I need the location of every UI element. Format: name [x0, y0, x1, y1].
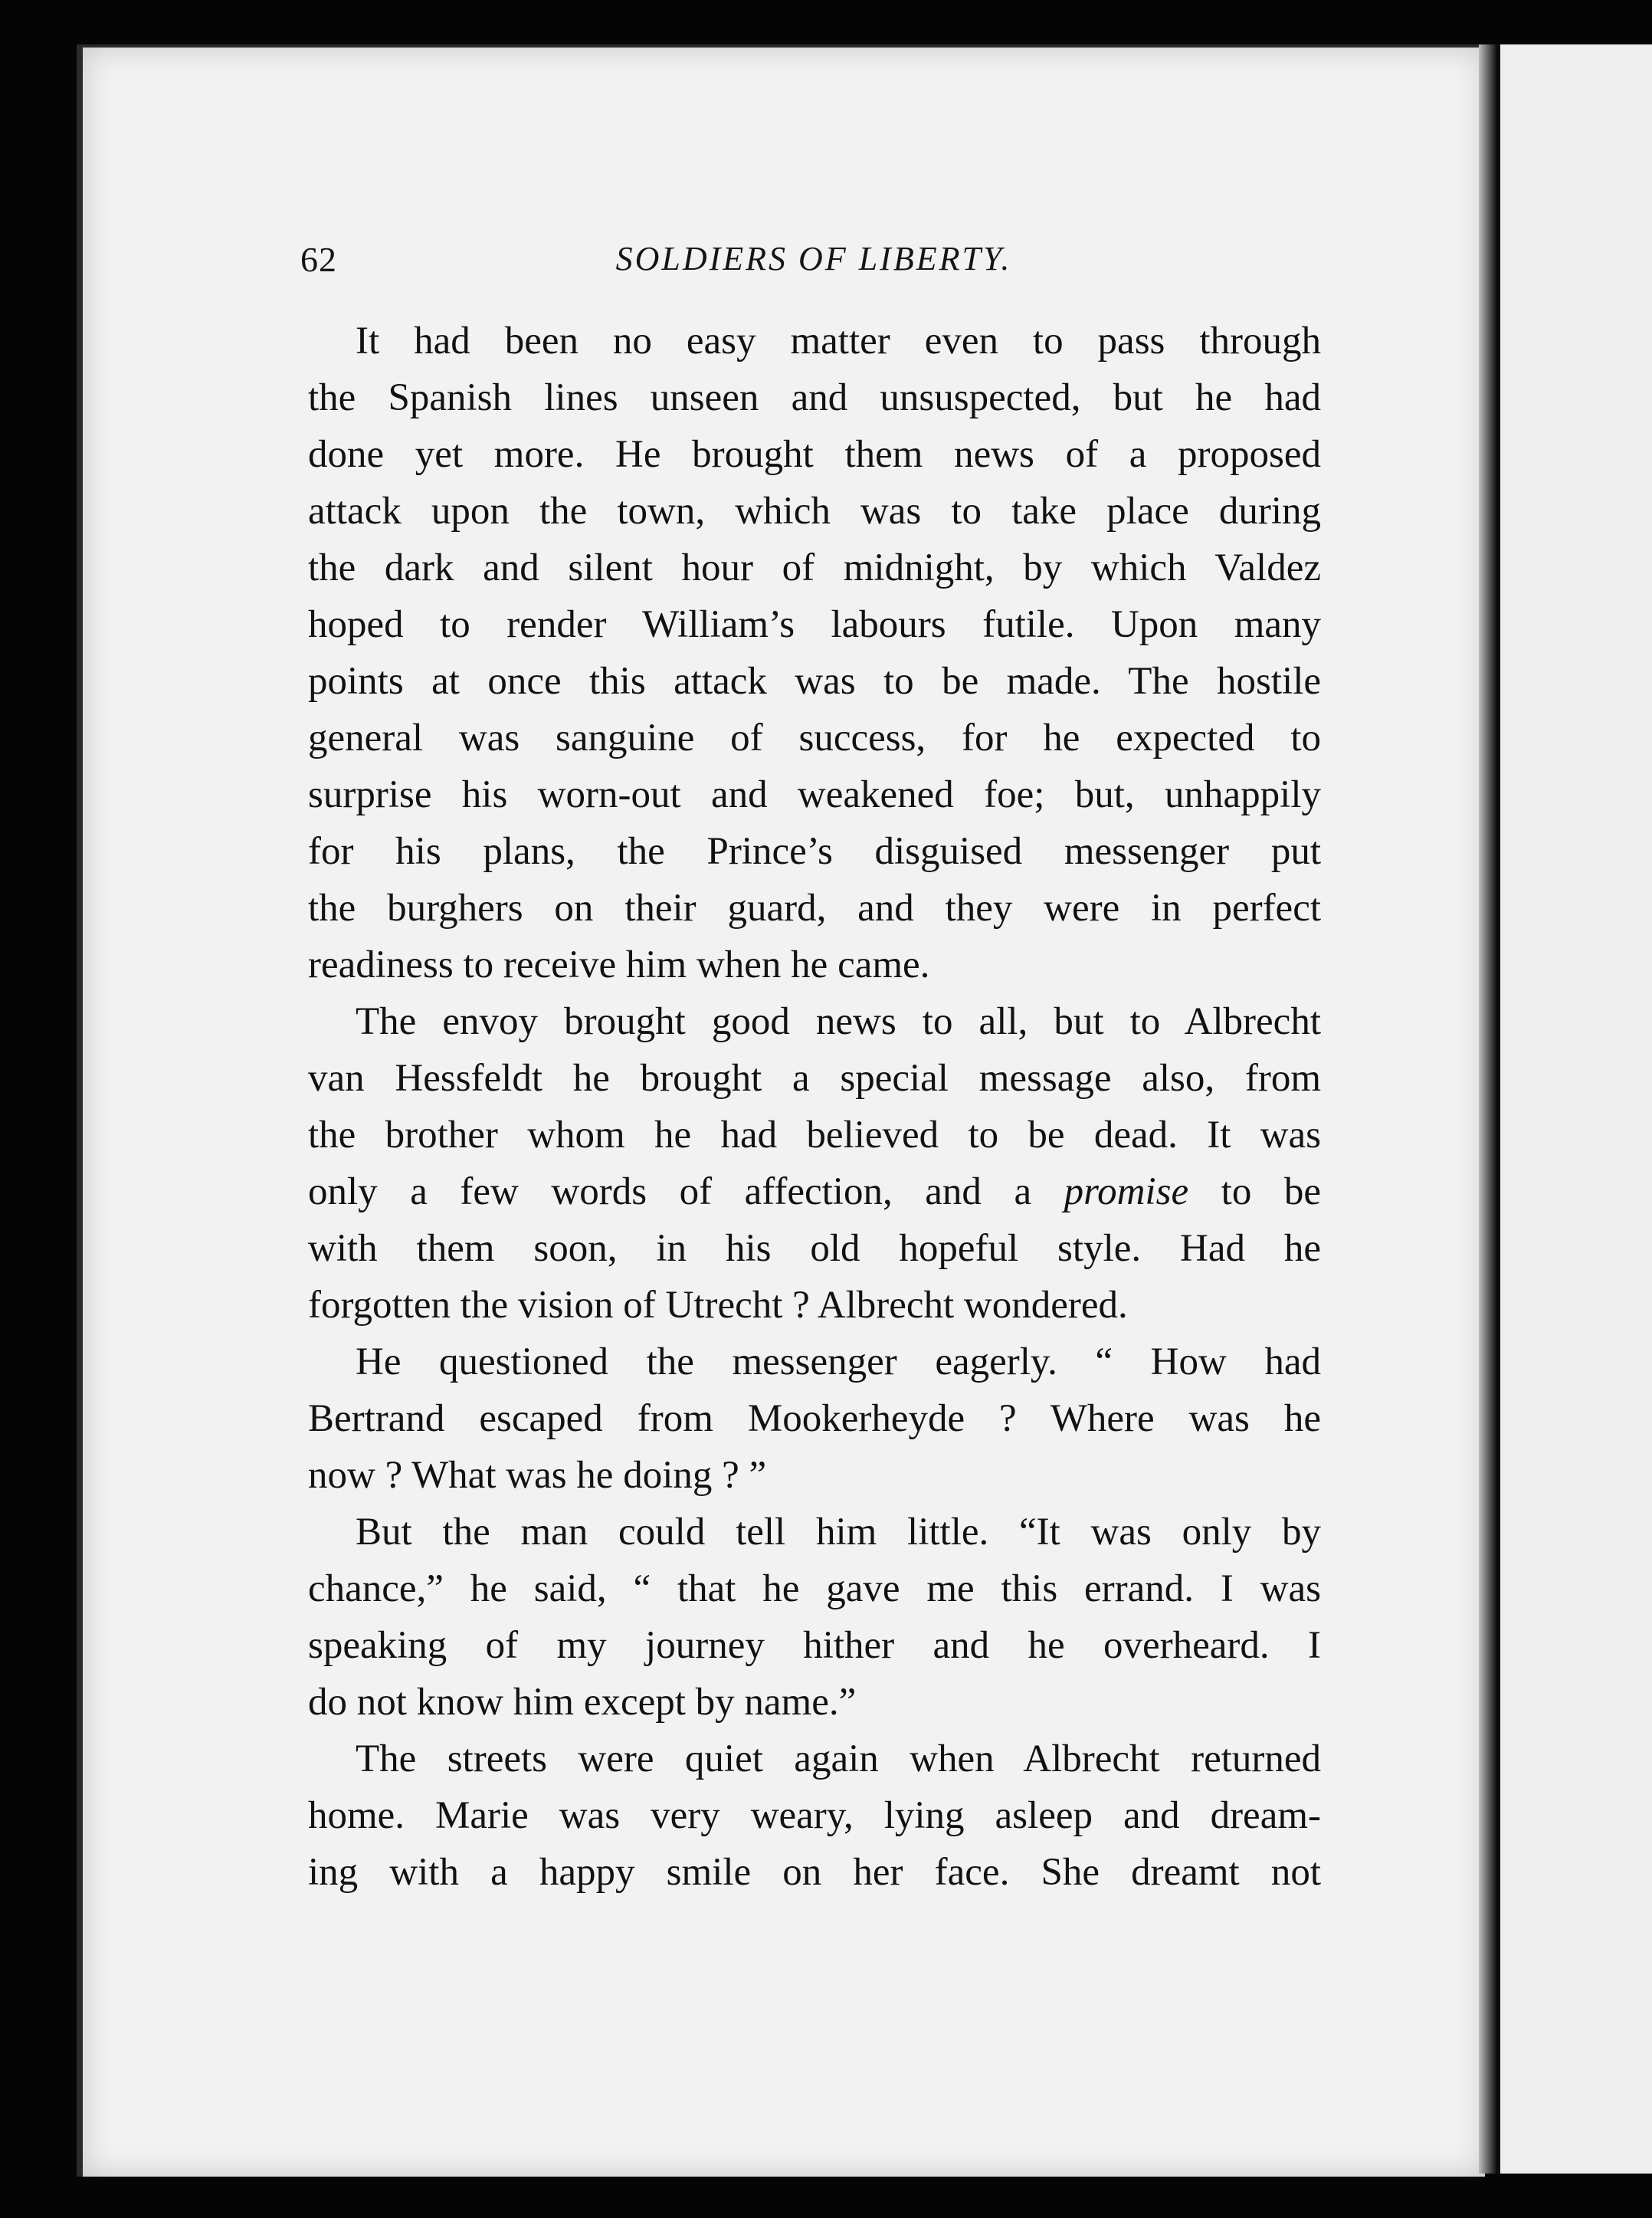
text-line: hoped to render William’s labours futile. Upon many [308, 603, 1321, 646]
text-line: for his plans, the Prince’s disguised messenger put [308, 830, 1321, 873]
text-line: surprise his worn-out and weakened foe; but, unhappily [308, 773, 1321, 816]
page-number: 62 [300, 240, 337, 279]
page-header [300, 239, 1327, 285]
text-line: Bertrand escaped from Mookerheyde ? Where was he [308, 1397, 1321, 1440]
text-line: general was sanguine of success, for he expected to [308, 717, 1321, 760]
text-line: It had been no easy matter even to pass through [356, 320, 1321, 363]
paragraph-2 [308, 993, 1321, 1334]
text-line: He questioned the messenger eagerly. “ How had [356, 1340, 1321, 1383]
text-line: readiness to receive him when he came. [308, 943, 930, 986]
paragraph-1 [308, 313, 1321, 993]
page-gutter-shadow [1479, 44, 1496, 2174]
text-line: the brother whom he had believed to be dead. It was [308, 1114, 1321, 1157]
text-line: the burghers on their guard, and they were in perfect [308, 887, 1321, 930]
body-text [308, 313, 1321, 1901]
text-line: points at once this attack was to be made. The hostile [308, 660, 1321, 703]
text-line: ing with a happy smile on her face. She dreamt not [308, 1851, 1321, 1894]
text-line: do not know him except by name.” [308, 1681, 857, 1724]
text-line: home. Marie was very weary, lying asleep and dream- [308, 1794, 1321, 1837]
paragraph-4 [308, 1504, 1321, 1731]
text-line: forgotten the vision of Utrecht ? Albrecht wondered. [308, 1284, 1128, 1327]
text-segment: to be [1221, 1170, 1322, 1213]
text-line: van Hessfeldt he brought a special message also, from [308, 1057, 1321, 1100]
paragraph-3 [308, 1334, 1321, 1504]
emphasized-word: promise [1064, 1170, 1189, 1213]
text-line: attack upon the town, which was to take place during [308, 490, 1321, 533]
text-line: The envoy brought good news to all, but to Albrecht [356, 1000, 1321, 1043]
running-title: SOLDIERS OF LIBERTY. [615, 240, 1012, 277]
text-line: chance,” he said, “ that he gave me this errand. I was [308, 1567, 1321, 1610]
text-line: done yet more. He brought them news of a proposed [308, 433, 1321, 476]
text-segment: only a few words of affection, and a [308, 1170, 1032, 1213]
text-line: with them soon, in his old hopeful style. Had he [308, 1227, 1321, 1270]
text-line: The streets were quiet again when Albrecht returned [356, 1737, 1321, 1780]
text-line: the Spanish lines unseen and unsuspected, but he had [308, 376, 1321, 419]
text-line: now ? What was he doing ? ” [308, 1454, 767, 1497]
text-line: speaking of my journey hither and he overheard. I [308, 1624, 1321, 1667]
text-line-with-emphasis [308, 1163, 1321, 1220]
text-line: the dark and silent hour of midnight, by which Valdez [308, 546, 1321, 589]
paragraph-5 [308, 1731, 1321, 1901]
text-line: But the man could tell him little. “It was only by [356, 1511, 1321, 1554]
facing-page-edge [1496, 44, 1652, 2174]
